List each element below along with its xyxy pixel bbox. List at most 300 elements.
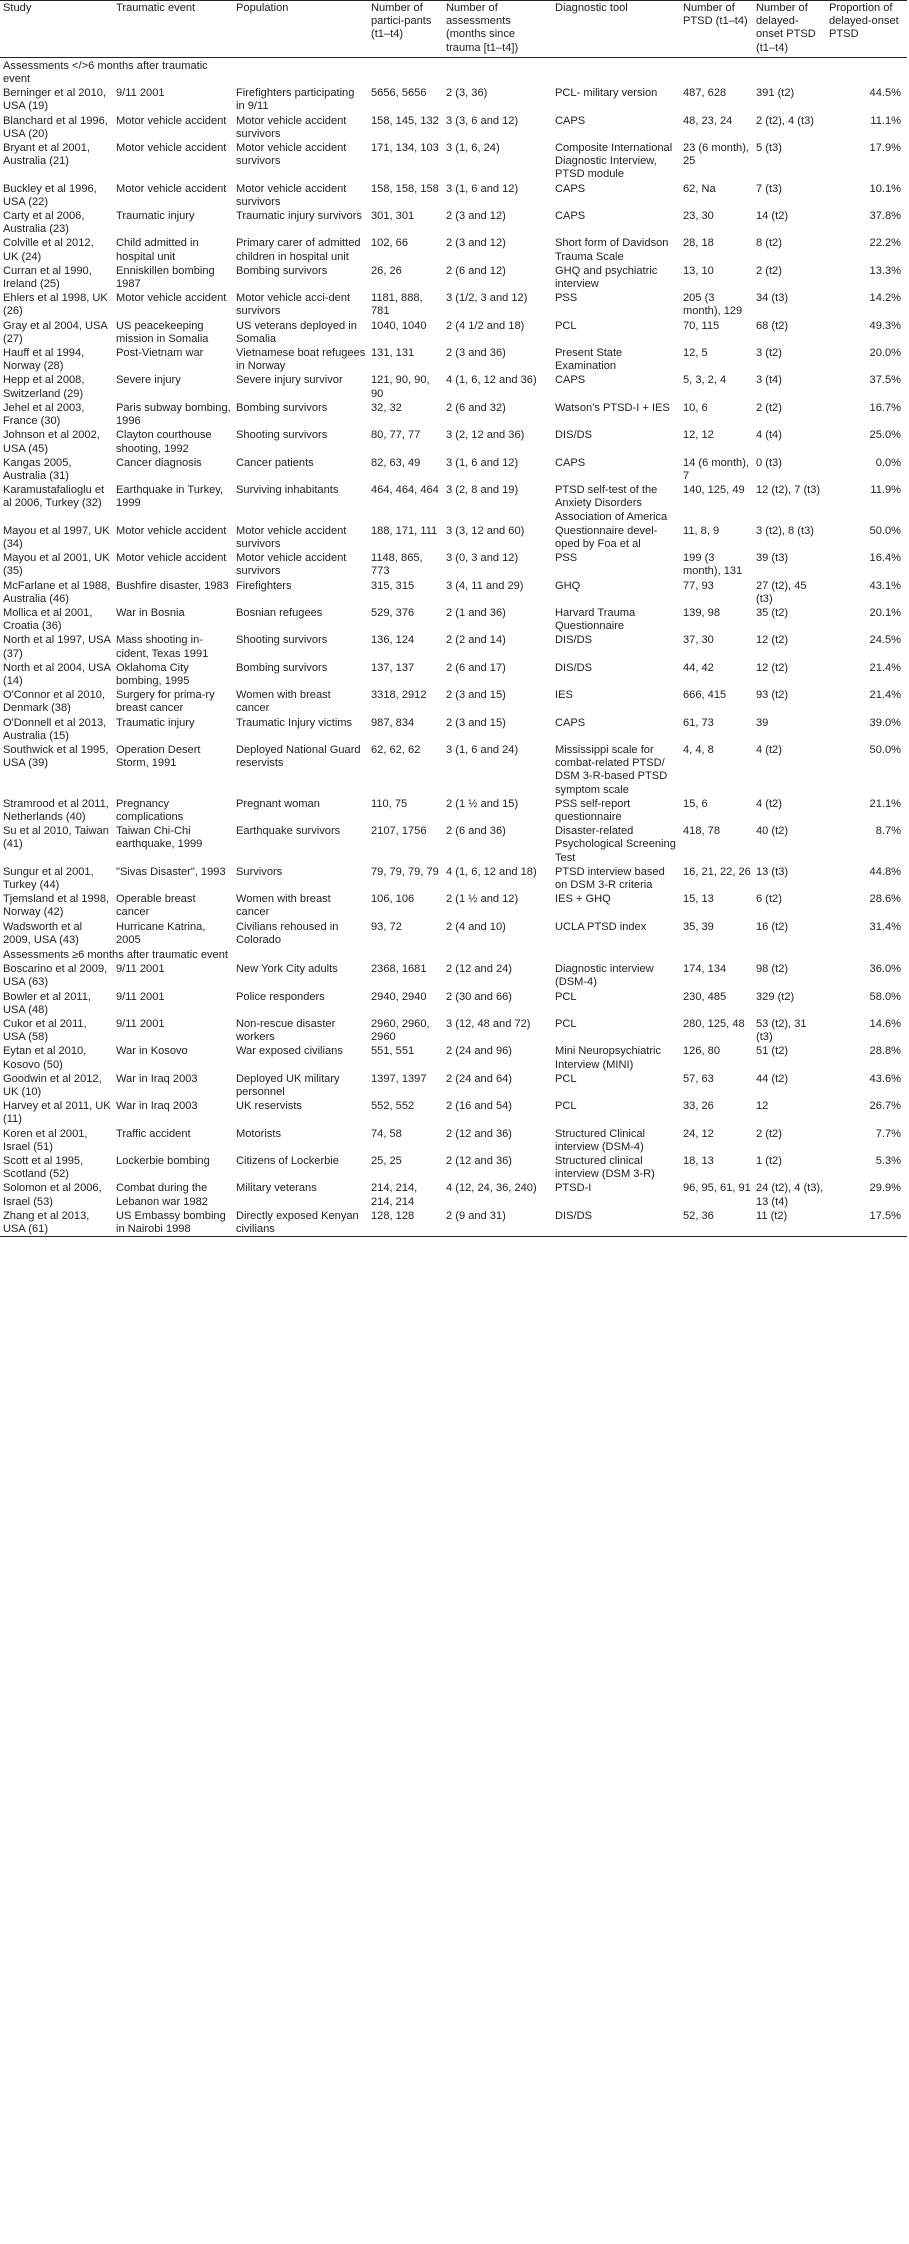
table-cell: Traumatic Injury victims (236, 716, 353, 729)
table-cell: 2 (t2) (756, 264, 782, 277)
table-cell: Traffic accident (116, 1127, 191, 1140)
table-cell: 79, 79, 79, 79 (371, 865, 439, 878)
table-cell: 987, 834 (371, 716, 415, 729)
table-cell: 14.2% (869, 292, 901, 305)
table-cell: 551, 551 (371, 1045, 415, 1058)
table-cell: 12, 5 (683, 347, 708, 360)
table-cell: 39 (756, 716, 769, 729)
table-cell: Cukor et al 2011, USA (58) (3, 1018, 87, 1044)
table-cell: 3 (3, 6 and 12) (446, 114, 519, 127)
table-cell: 137, 137 (371, 661, 415, 674)
table-cell: Enniskillen bombing 1987 (116, 264, 215, 291)
table-cell: 2 (2 and 14) (446, 634, 506, 647)
table-cell: Motor vehicle accident survivors (236, 142, 347, 168)
table-cell: Oklahoma City bombing, 1995 (116, 661, 190, 687)
table-cell: PTSD-I (555, 1182, 592, 1195)
table-cell: Deployed National Guard reservists (236, 743, 361, 770)
table-cell: 48, 23, 24 (683, 114, 733, 127)
table-cell: Surgery for prima-ry breast cancer (116, 689, 215, 715)
empty-cell (233, 947, 368, 962)
column-header: Number of assessments (months since trauma [t1–t4]) (443, 1, 552, 58)
table-cell: Bryant et al 2001, Australia (21) (3, 142, 90, 168)
table-cell: Colville et al 2012, UK (24) (3, 237, 94, 263)
table-row (0, 633, 907, 660)
table-cell: 2107, 1756 (371, 825, 427, 838)
table-cell: 487, 628 (683, 87, 727, 100)
table-cell: Directly exposed Kenyan civilians (233, 1209, 368, 1237)
empty-cell (753, 947, 826, 962)
table-cell: 2 (3 and 12) (446, 237, 506, 250)
table-cell: Motor vehicle accident survivors (236, 524, 347, 550)
table-cell: DIS/DS (552, 1209, 680, 1237)
table-cell: PTSD interview based on DSM 3-R criteria (555, 865, 665, 891)
table-row (0, 483, 907, 524)
table-cell: 52, 36 (680, 1209, 753, 1237)
table-cell: 2 (3 and 15) (446, 689, 506, 702)
table-cell: CAPS (555, 716, 586, 729)
table-cell: DIS/DS (555, 429, 592, 442)
table-cell: Motor vehicle accident (116, 292, 227, 305)
table-cell: 121, 90, 90, 90 (371, 374, 430, 400)
table-cell: Diagnostic interview (DSM-4) (555, 963, 654, 989)
table-cell: Severe injury (116, 374, 181, 387)
table-cell: 2 (1 ½ and 12) (446, 893, 519, 906)
table-cell: 3 (12, 48 and 72) (446, 1018, 531, 1031)
table-cell: 7 (t3) (756, 182, 782, 195)
table-cell: 10, 6 (683, 401, 708, 414)
table-cell: Pregnancy complications (116, 797, 184, 823)
column-header: Proportion of delayed-onset PTSD (826, 1, 907, 58)
table-cell: Child admitted in hospital unit (116, 237, 199, 263)
table-row (0, 209, 907, 236)
table-cell: 44.5% (869, 87, 901, 100)
table-cell: 126, 80 (683, 1045, 721, 1058)
table-cell: 418, 78 (683, 825, 721, 838)
table-cell: 11.1% (870, 114, 901, 127)
table-cell: Vietnamese boat refugees in Norway (236, 347, 366, 373)
table-cell: Disaster-related Psychological Screening Test (555, 825, 676, 864)
table-cell: 58.0% (869, 990, 901, 1003)
table-cell: 61, 73 (683, 716, 714, 729)
table-cell: 16.7% (869, 401, 901, 414)
table-cell: 12 (t2) (756, 634, 789, 647)
table-cell: 1 (t2) (756, 1155, 782, 1168)
table-cell: 2 (t2), 4 (t3) (756, 114, 814, 127)
table-cell: 3 (1, 6 and 12) (446, 456, 519, 469)
table-cell: PSS (555, 292, 578, 305)
table-cell: 2960, 2960, 2960 (371, 1018, 430, 1044)
table-cell: Cancer diagnosis (116, 456, 202, 469)
table-cell: 39 (t3) (756, 552, 789, 565)
empty-cell (368, 947, 443, 962)
table-cell: 25, 25 (371, 1155, 402, 1168)
table-cell: 106, 106 (371, 893, 415, 906)
table-row (0, 661, 907, 688)
table-cell: Johnson et al 2002, USA (45) (3, 429, 100, 455)
table-cell: Lockerbie bombing (116, 1155, 210, 1168)
table-cell: PCL (555, 1018, 577, 1031)
table-cell: Motorists (236, 1127, 281, 1140)
table-row (0, 373, 907, 400)
table-cell: 13, 10 (683, 264, 714, 277)
table-row (0, 606, 907, 633)
table-cell: Wadsworth et al 2009, USA (43) (3, 920, 83, 946)
table-cell: PCL- military version (555, 87, 658, 100)
table-cell: Zhang et al 2013, USA (61) (0, 1209, 113, 1237)
table-cell: 21.4% (869, 689, 901, 702)
table-cell: 35 (t2) (756, 606, 789, 619)
column-header: Number of partici-pants (t1–t4) (368, 1, 443, 58)
table-cell: Hurricane Katrina, 2005 (116, 920, 206, 946)
table-cell: Taiwan Chi-Chi earthquake, 1999 (116, 825, 203, 851)
table-cell: 23 (6 month), 25 (683, 142, 749, 168)
table-cell: 1181, 888, 781 (371, 292, 423, 318)
table-row (0, 346, 907, 373)
table-cell: 3 (0, 3 and 12) (446, 552, 519, 565)
table-cell: Mississippi scale for combat-related PTSD/ DSM 3-R-based PTSD symptom scale (555, 743, 668, 796)
table-cell: Clayton courthouse shooting, 1992 (116, 429, 212, 455)
table-cell: 28.6% (869, 893, 901, 906)
table-cell: 391 (t2) (756, 87, 795, 100)
table-cell: 128, 128 (368, 1209, 443, 1237)
table-cell: CAPS (555, 182, 586, 195)
table-cell: 24.5% (869, 634, 901, 647)
column-header: Study (0, 1, 113, 58)
table-cell: 39.0% (869, 716, 901, 729)
table-cell: 2 (6 and 36) (446, 825, 506, 838)
table-cell: 9/11 2001 (116, 87, 165, 100)
table-row (0, 319, 907, 346)
table-row (0, 236, 907, 263)
table-cell: GHQ (555, 579, 581, 592)
table-cell: Motor vehicle acci-dent survivors (236, 292, 351, 318)
table-cell: 11, 8, 9 (683, 524, 720, 537)
table-cell: Shooting survivors (236, 634, 328, 647)
table-cell: 9/11 2001 (116, 990, 165, 1003)
column-header: Number of delayed-onset PTSD (t1–t4) (753, 1, 826, 58)
table-cell: 2 (30 and 66) (446, 990, 512, 1003)
table-cell: 2 (6 and 17) (446, 661, 506, 674)
table-cell: 17.9% (869, 142, 901, 155)
table-row (0, 291, 907, 318)
table-cell: Eytan et al 2010, Kosovo (50) (3, 1045, 87, 1071)
table-cell: 24 (t2), 4 (t3), 13 (t4) (756, 1182, 824, 1208)
table-cell: 57, 63 (683, 1072, 714, 1085)
table-row (0, 892, 907, 919)
table-cell: 205 (3 month), 129 (683, 292, 743, 318)
table-cell: 50.0% (869, 524, 901, 537)
table-cell: 3 (3, 12 and 60) (446, 524, 525, 537)
column-header: Traumatic event (113, 1, 233, 58)
table-cell: 14.6% (869, 1018, 901, 1031)
table-cell: 21.1% (869, 797, 901, 810)
table-cell: PCL (555, 990, 577, 1003)
table-cell: Mollica et al 2001, Croatia (36) (3, 606, 93, 633)
table-cell: 98 (t2) (756, 963, 789, 976)
table-cell: 2 (1 ½ and 15) (446, 797, 519, 810)
table-cell: 25.0% (869, 429, 901, 442)
table-cell: Buckley et al 1996, USA (22) (3, 182, 97, 208)
empty-cell (680, 947, 753, 962)
table-cell: Motor vehicle accident (116, 552, 227, 565)
table-cell: 5656, 5656 (371, 87, 427, 100)
table-cell: 96, 95, 61, 91 (683, 1182, 751, 1195)
table-cell: 50.0% (869, 743, 901, 756)
table-cell: Mini Neuropsychiatric Interview (MINI) (555, 1045, 662, 1071)
table-cell: Civilians rehoused in Colorado (236, 920, 339, 946)
table-cell: Bushfire disaster, 1983 (116, 579, 229, 592)
table-cell: 140, 125, 49 (683, 484, 745, 497)
table-cell: Motor vehicle accident survivors (236, 552, 347, 578)
table-cell: Harvard Trauma Questionnaire (555, 606, 636, 633)
table-cell: PCL (555, 1100, 577, 1113)
table-cell: O'Connor et al 2010, Denmark (38) (3, 689, 106, 715)
column-header: Population (233, 1, 368, 58)
table-cell: 280, 125, 48 (683, 1018, 745, 1031)
table-cell: Mayou et al 1997, UK (34) (3, 524, 110, 550)
table-cell: Structured Clinical interview (DSM-4) (555, 1127, 646, 1153)
table-cell: New York City adults (236, 963, 338, 976)
table-cell: 529, 376 (371, 606, 415, 619)
table-cell: 5 (t3) (756, 142, 782, 155)
table-cell: 2 (t2) (756, 1127, 782, 1140)
table-cell: Motor vehicle accident (116, 524, 227, 537)
table-cell: 34 (t3) (756, 292, 789, 305)
table-cell: 2 (12 and 36) (446, 1127, 512, 1140)
table-cell: 2 (6 and 12) (446, 264, 506, 277)
table-row (0, 551, 907, 578)
table-cell: War in Iraq 2003 (116, 1072, 198, 1085)
table-cell: 11.9% (870, 484, 901, 497)
table-cell: 2 (3, 36) (446, 87, 488, 100)
table-cell: Carty et al 2006, Australia (23) (3, 210, 85, 236)
table-row (0, 962, 907, 989)
table-cell: War exposed civilians (236, 1045, 343, 1058)
table-cell: "Sivas Disaster", 1993 (116, 865, 226, 878)
table-cell: 70, 115 (683, 319, 720, 332)
table-cell: 464, 464, 464 (371, 484, 439, 497)
table-cell: 77, 93 (683, 579, 714, 592)
table-row (0, 86, 907, 113)
table-cell: Operation Desert Storm, 1991 (116, 743, 201, 770)
table-cell: 139, 98 (683, 606, 721, 619)
empty-cell (552, 947, 680, 962)
table-cell: Kangas 2005, Australia (31) (3, 456, 72, 482)
table-cell: 2 (24 and 96) (446, 1045, 512, 1058)
table-cell: 8 (t2) (756, 237, 782, 250)
table-cell: 4 (1, 6, 12 and 18) (446, 865, 537, 878)
table-cell: 15, 6 (683, 797, 708, 810)
table-cell: 0 (t3) (756, 456, 782, 469)
table-cell: Ehlers et al 1998, UK (26) (3, 292, 108, 318)
table-cell: 3 (4, 11 and 29) (446, 579, 524, 592)
table-cell: Paris subway bombing, 1996 (116, 401, 231, 428)
table-cell: 4, 4, 8 (683, 743, 714, 756)
table-cell: 11 (t2) (753, 1209, 826, 1237)
table-cell: Firefighters (236, 579, 292, 592)
table-cell: 2 (4 and 10) (446, 920, 506, 933)
table-cell: 110, 75 (371, 797, 408, 810)
table-cell: Karamustafalioglu et al 2006, Turkey (32) (3, 484, 105, 510)
table-row (0, 524, 907, 551)
table-cell: GHQ and psychiatric interview (555, 264, 658, 291)
table-cell: Boscarino et al 2009, USA (63) (3, 963, 108, 989)
table-cell: 16, 21, 22, 26 (683, 865, 751, 878)
table-row (0, 428, 907, 455)
empty-cell (552, 57, 680, 86)
table-cell: 4 (t2) (756, 797, 782, 810)
table-cell: 2 (9 and 31) (443, 1209, 552, 1237)
table-body (0, 57, 907, 1236)
table-cell: US Embassy bombing in Nairobi 1998 (113, 1209, 233, 1237)
table-cell: 315, 315 (371, 579, 415, 592)
table-cell: O'Donnell et al 2013, Australia (15) (3, 716, 107, 742)
table-cell: 13.3% (869, 264, 901, 277)
table-cell: Su et al 2010, Taiwan (41) (3, 825, 109, 851)
table-cell: Questionnaire devel-oped by Foa et al (555, 524, 658, 550)
table-cell: 1040, 1040 (371, 319, 427, 332)
table-cell: 2 (3 and 15) (446, 716, 506, 729)
table-cell: UCLA PTSD index (555, 920, 647, 933)
table-cell: DIS/DS (555, 661, 592, 674)
table-cell: 32, 32 (371, 401, 402, 414)
table-cell: 74, 58 (371, 1127, 402, 1140)
table-cell: 28, 18 (683, 237, 714, 250)
table-row (0, 824, 907, 865)
table-cell: 136, 124 (371, 634, 415, 647)
table-cell: 188, 171, 111 (371, 524, 438, 537)
table-cell: 31.4% (869, 920, 901, 933)
column-header: Number of PTSD (t1–t4) (680, 1, 753, 58)
table-cell: Harvey et al 2011, UK (11) (3, 1100, 111, 1126)
table-row (0, 1072, 907, 1099)
table-cell: 26, 26 (371, 264, 402, 277)
table-cell: Motor vehicle accident (116, 142, 227, 155)
table-cell: PSS self-report questionnaire (555, 797, 631, 823)
section-header-row (0, 57, 907, 86)
table-cell: Hauff et al 1994, Norway (28) (3, 347, 85, 373)
table-cell: 4 (t4) (756, 429, 782, 442)
table-cell: Severe injury survivor (236, 374, 343, 387)
table-cell: 17.5% (826, 1209, 907, 1237)
table-cell: 666, 415 (683, 689, 727, 702)
table-cell: 3 (2, 8 and 19) (446, 484, 519, 497)
table-cell: 13 (t3) (756, 865, 789, 878)
table-cell: 329 (t2) (756, 990, 795, 1003)
table-cell: 51 (t2) (756, 1045, 789, 1058)
table-cell: 44, 42 (683, 661, 714, 674)
table-cell: 18, 13 (683, 1155, 714, 1168)
table-cell: CAPS (555, 114, 586, 127)
table-cell: 16.4% (869, 552, 901, 565)
table-cell: Scott et al 1995, Scotland (52) (3, 1155, 84, 1181)
table-cell: 2368, 1681 (371, 963, 427, 976)
table-cell: 2 (3 and 12) (446, 210, 506, 223)
table-cell: 2 (12 and 36) (446, 1155, 512, 1168)
table-cell: Hepp et al 2008, Switzerland (29) (3, 374, 85, 400)
table-row (0, 1044, 907, 1071)
empty-cell (753, 57, 826, 86)
table-cell: Bosnian refugees (236, 606, 323, 619)
table-cell: Short form of Davidson Trauma Scale (555, 237, 669, 263)
table-cell: 24, 12 (683, 1127, 714, 1140)
table-cell: Koren et al 2001, Israel (51) (3, 1127, 88, 1153)
table-cell: 301, 301 (371, 210, 415, 223)
table-cell: Non-rescue disaster workers (236, 1018, 336, 1044)
table-cell: Bombing survivors (236, 264, 328, 277)
table-cell: 9/11 2001 (116, 1018, 165, 1031)
table-cell: Bombing survivors (236, 401, 328, 414)
table-cell: 62, Na (683, 182, 716, 195)
table-cell: 37.8% (869, 210, 901, 223)
table-cell: War in Kosovo (116, 1045, 188, 1058)
table-cell: Citizens of Lockerbie (236, 1155, 339, 1168)
table-cell: 199 (3 month), 131 (683, 552, 743, 578)
table-cell: Surviving inhabitants (236, 484, 339, 497)
table-cell: Cancer patients (236, 456, 314, 469)
table-cell: 82, 63, 49 (371, 456, 421, 469)
table-cell: 158, 145, 132 (371, 114, 439, 127)
table-cell: 43.1% (869, 579, 901, 592)
table-cell: Earthquake in Turkey, 1999 (116, 484, 224, 510)
section-title: Assessments ≥6 months after traumatic event (3, 949, 228, 962)
table-cell: Deployed UK military personnel (236, 1072, 340, 1099)
table-cell: 3 (1, 6 and 24) (446, 743, 519, 756)
table-row (0, 141, 907, 182)
table-cell: Blanchard et al 1996, USA (20) (3, 114, 108, 140)
table-row (0, 401, 907, 428)
table-cell: Traumatic injury survivors (236, 210, 362, 223)
table-cell: 10.1% (869, 182, 901, 195)
table-cell: 62, 62, 62 (371, 743, 421, 756)
table-cell: 3 (1/2, 3 and 12) (446, 292, 528, 305)
table-row (0, 865, 907, 892)
table-row (0, 579, 907, 606)
table-cell: Sungur et al 2001, Turkey (44) (3, 865, 94, 891)
table-cell: Traumatic injury (116, 716, 195, 729)
table-cell: Survivors (236, 865, 283, 878)
table-cell: Mass shooting in-cident, Texas 1991 (116, 634, 209, 660)
table-row (0, 797, 907, 824)
table-cell: 6 (t2) (756, 893, 782, 906)
table-cell: 2 (24 and 64) (446, 1072, 512, 1085)
table-cell: 2 (3 and 36) (446, 347, 506, 360)
table-cell: Women with breast cancer (236, 689, 331, 715)
table-cell: Present State Examination (555, 347, 623, 373)
table-cell: Structured clinical interview (DSM 3-R) (555, 1155, 655, 1181)
table-row (0, 1017, 907, 1044)
empty-cell (443, 57, 552, 86)
table-cell: 9/11 2001 (116, 963, 165, 976)
table-cell: 80, 77, 77 (371, 429, 421, 442)
table-cell: 230, 485 (683, 990, 727, 1003)
header-row (0, 1, 907, 58)
table-cell: 20.1% (869, 606, 901, 619)
table-cell: 4 (t2) (756, 743, 782, 756)
table-cell: US veterans deployed in Somalia (236, 319, 357, 345)
table-cell: US peacekeeping mission in Somalia (116, 319, 209, 345)
table-cell: 28.8% (869, 1045, 901, 1058)
table-cell: Earthquake survivors (236, 825, 341, 838)
table-cell: 12 (756, 1100, 769, 1113)
table-cell: 49.3% (869, 319, 901, 332)
table-cell: War in Iraq 2003 (116, 1100, 198, 1113)
table-row (0, 920, 907, 947)
table-cell: 20.0% (869, 347, 901, 360)
table-cell: 2 (1 and 36) (446, 606, 506, 619)
table-cell: 3318, 2912 (371, 689, 427, 702)
table-cell: Motor vehicle accident (116, 182, 227, 195)
